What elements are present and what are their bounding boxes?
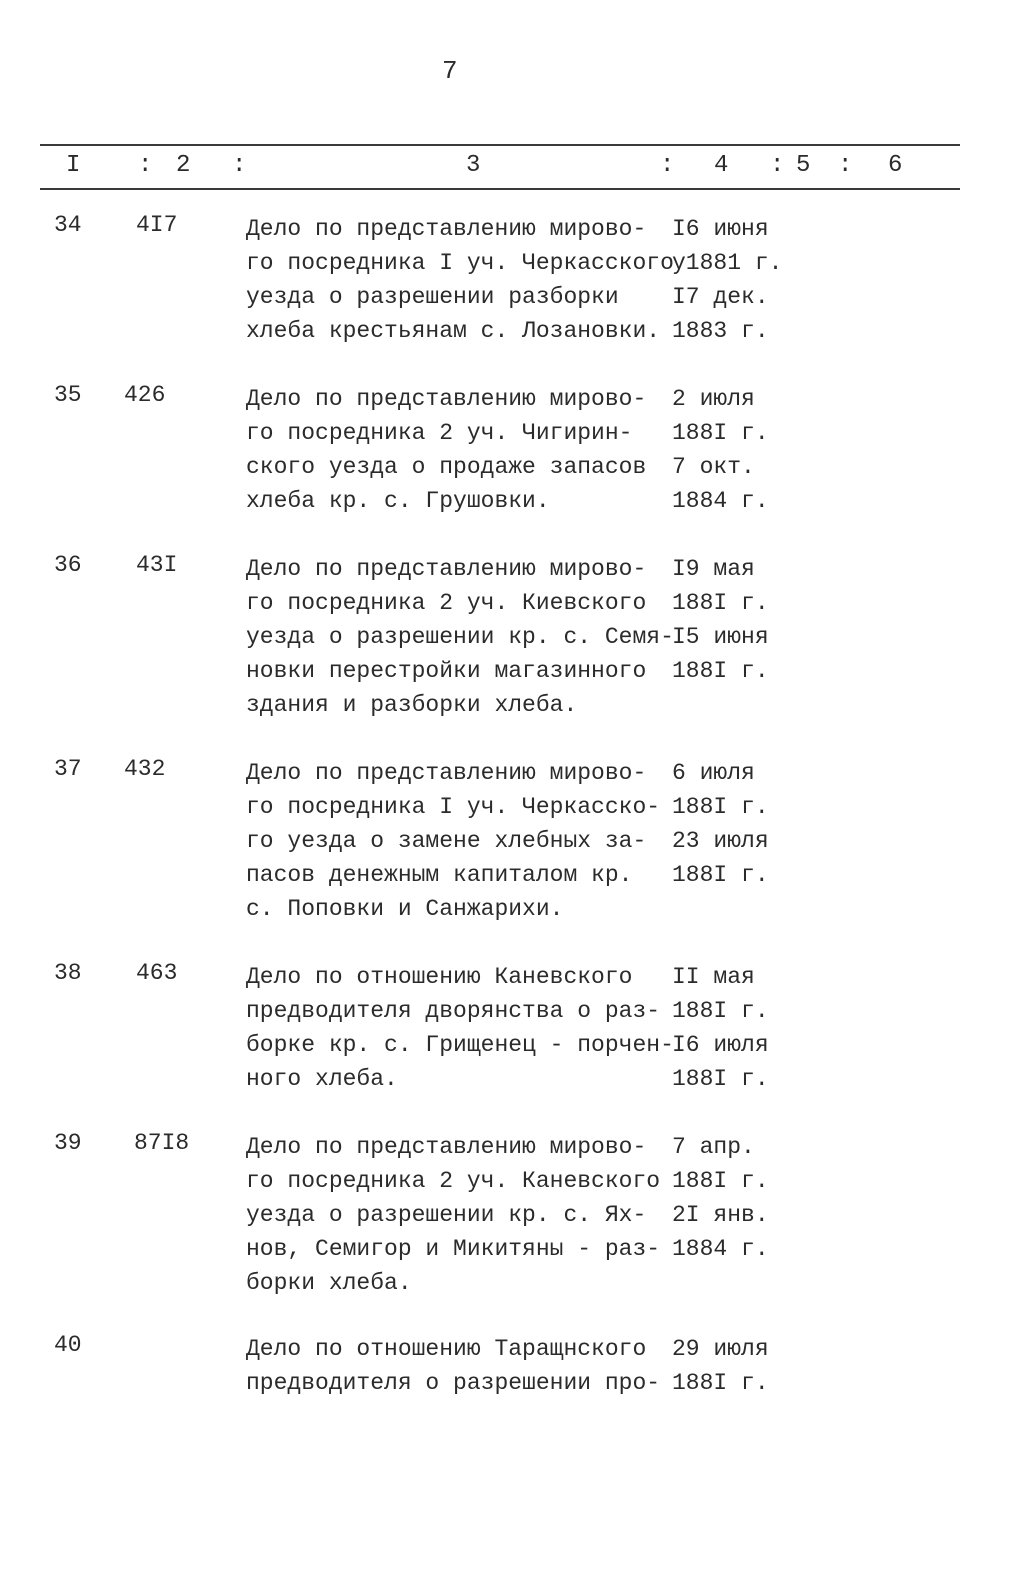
- description-line: новки перестройки магазинного: [246, 658, 647, 684]
- date-line: 1883 г.: [672, 318, 769, 344]
- description-line: уезда о разрешении кр. с. Ях-: [246, 1202, 647, 1228]
- header-top-rule: [40, 144, 960, 146]
- description-line: хлеба кр. с. Грушовки.: [246, 488, 550, 514]
- date-line: 2 июля: [672, 386, 755, 412]
- entry-description: [246, 756, 660, 926]
- entry-dates: [672, 756, 769, 892]
- column-separator: :: [838, 152, 853, 179]
- column-separator: :: [232, 152, 247, 179]
- date-line: 188I г.: [672, 998, 769, 1024]
- description-line: предводителя о разрешении про-: [246, 1370, 661, 1396]
- description-line: уезда о разрешении кр. с. Семя-: [246, 624, 674, 650]
- description-line: Дело по представлению мирово-: [246, 1134, 647, 1160]
- entry-code: 432: [124, 756, 166, 782]
- description-line: го уезда о замене хлебных за-: [246, 828, 647, 854]
- entry-description: [246, 1332, 660, 1400]
- entry-dates: [672, 382, 769, 518]
- entry-dates: [672, 1332, 769, 1400]
- header-bottom-rule: [40, 188, 960, 190]
- description-line: го посредника 2 уч. Каневского: [246, 1168, 661, 1194]
- description-line: пасов денежным капиталом кр.: [246, 862, 633, 888]
- column-separator: :: [660, 152, 675, 179]
- entry-dates: [672, 960, 769, 1096]
- date-line: 188I г.: [672, 1066, 769, 1092]
- description-line: Дело по отношению Таращнского: [246, 1336, 647, 1362]
- description-line: предводителя дворянства о раз-: [246, 998, 661, 1024]
- date-line: 1884 г.: [672, 488, 769, 514]
- description-line: го посредника 2 уч. Чигирин-: [246, 420, 633, 446]
- date-line: I5 июня: [672, 624, 769, 650]
- column-separator: :: [770, 152, 785, 179]
- column-header-5: 5: [796, 152, 811, 179]
- entry-number: 36: [54, 552, 82, 578]
- date-line: 188I г.: [672, 1370, 769, 1396]
- entry-number: 38: [54, 960, 82, 986]
- date-line: II мая: [672, 964, 755, 990]
- date-line: 188I г.: [672, 590, 769, 616]
- column-separator: :: [138, 152, 153, 179]
- column-header-1: I: [66, 152, 81, 179]
- description-line: го посредника I уч. Черкасского: [246, 250, 674, 276]
- description-line: уезда о разрешении разборки: [246, 284, 619, 310]
- date-line: I6 июля: [672, 1032, 769, 1058]
- date-line: 7 апр.: [672, 1134, 755, 1160]
- description-line: Дело по представлению мирово-: [246, 386, 647, 412]
- column-header-2: 2: [176, 152, 191, 179]
- entry-dates: [672, 552, 769, 688]
- date-line: 188I г.: [672, 794, 769, 820]
- date-line: 6 июля: [672, 760, 755, 786]
- description-line: борке кр. с. Грищенец - порчен-: [246, 1032, 674, 1058]
- entry-description: [246, 552, 674, 722]
- description-line: Дело по представлению мирово-: [246, 556, 647, 582]
- description-line: хлеба крестьянам с. Лозановки.: [246, 318, 661, 344]
- description-line: здания и разборки хлеба.: [246, 692, 578, 718]
- entry-description: [246, 382, 646, 518]
- entry-dates: [672, 1130, 769, 1266]
- date-line: y1881 г.: [672, 250, 783, 276]
- entry-number: 37: [54, 756, 82, 782]
- entry-dates: [672, 212, 782, 348]
- date-line: 2I янв.: [672, 1202, 769, 1228]
- column-header-6: 6: [888, 152, 903, 179]
- description-line: борки хлеба.: [246, 1270, 412, 1296]
- description-line: нов, Семигор и Микитяны - раз-: [246, 1236, 661, 1262]
- date-line: 29 июля: [672, 1336, 769, 1362]
- entry-description: [246, 1130, 660, 1300]
- entry-number: 40: [54, 1332, 82, 1358]
- column-header-4: 4: [714, 152, 729, 179]
- entry-code: 43I: [136, 552, 178, 578]
- description-line: Дело по представлению мирово-: [246, 760, 647, 786]
- description-line: Дело по отношению Каневского: [246, 964, 633, 990]
- date-line: 188I г.: [672, 1168, 769, 1194]
- entry-code: 87I8: [134, 1130, 190, 1156]
- date-line: 188I г.: [672, 420, 769, 446]
- date-line: 23 июля: [672, 828, 769, 854]
- date-line: I6 июня: [672, 216, 769, 242]
- entry-number: 39: [54, 1130, 82, 1156]
- description-line: Дело по представлению мирово-: [246, 216, 647, 242]
- entry-description: [246, 960, 674, 1096]
- date-line: I9 мая: [672, 556, 755, 582]
- entry-code: 4I7: [136, 212, 178, 238]
- page-number: 7: [442, 56, 458, 86]
- description-line: го посредника I уч. Черкасско-: [246, 794, 661, 820]
- date-line: 7 окт.: [672, 454, 755, 480]
- entry-number: 34: [54, 212, 82, 238]
- entry-description: [246, 212, 674, 348]
- date-line: 1884 г.: [672, 1236, 769, 1262]
- date-line: 188I г.: [672, 862, 769, 888]
- description-line: го посредника 2 уч. Киевского: [246, 590, 647, 616]
- date-line: I7 дек.: [672, 284, 769, 310]
- entry-code: 426: [124, 382, 166, 408]
- entry-code: 463: [136, 960, 178, 986]
- description-line: с. Поповки и Санжарихи.: [246, 896, 564, 922]
- description-line: ного хлеба.: [246, 1066, 398, 1092]
- entry-number: 35: [54, 382, 82, 408]
- description-line: ского уезда о продаже запасов: [246, 454, 647, 480]
- date-line: 188I г.: [672, 658, 769, 684]
- column-header-3: 3: [466, 152, 481, 179]
